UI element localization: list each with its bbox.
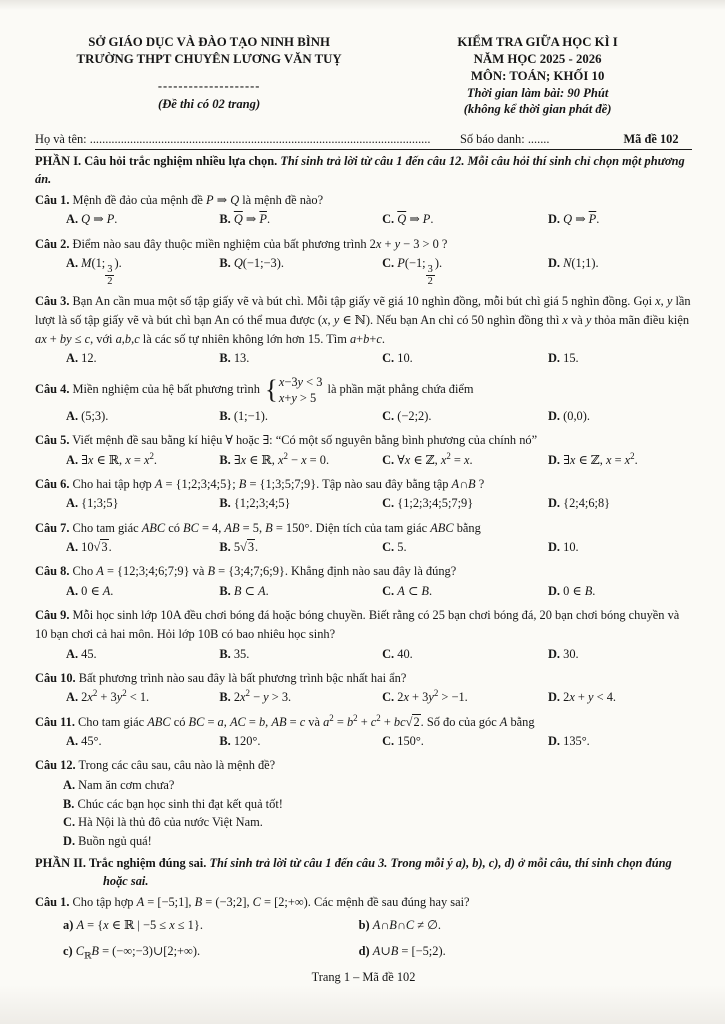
part1-q6-option-B: B. {1;2;3;4;5} [219,496,291,511]
part1-question-6-stem: Câu 6. Cho hai tập hợp A = {1;2;3;4;5}; B = {1;3;5;7;9}. Tập nào sau đây bằng tập A∩B ? [35,476,485,491]
part1-questions [35,191,692,851]
part2-questions [35,893,692,961]
part1-question-1-options [35,210,692,229]
part1-q5-option-C: C. ∀x ∈ ℤ, $x^2 = x$. [382,450,473,467]
part1-question-2-stem: Câu 2. Điểm nào sau đây thuộc miền nghiệm của bất phương trình 2x + y − 3 > 0 ? [35,236,448,251]
part1-q2-option-C: C. P(−1; $\frac{3}{2}$ ). [382,256,443,288]
sbd-dotted-line: ....... [527,131,550,146]
exam-title: KIỂM TRA GIỮA HỌC KÌ I [457,35,618,49]
part1-q12-option-A: A. Nam ăn cơm chưa? [63,778,175,792]
department-name: SỞ GIÁO DỤC VÀ ĐÀO TẠO NINH BÌNH [88,35,330,49]
part1-q3-option-B: B. 13. [219,351,250,366]
part1-q4-option-D: D. (0,0). [547,408,590,423]
part1-question-5-options [35,451,692,470]
part1-question-12-stem: Câu 12. Trong các câu sau, câu nào là mệnh đề? [35,758,276,773]
part1-q1-option-A: A. Q ⇒ P. [66,212,118,227]
part1-question-11-options [35,732,692,751]
part1-q11-option-B: B. 120°. [219,734,261,749]
part1-q4-option-C: C. (−2;2). [382,408,432,423]
exam-header [35,34,692,118]
part1-heading [35,153,692,189]
part1-q9-option-C: C. 40. [382,646,413,661]
part2-title: PHẦN II. Trắc nghiệm đúng sai. [35,856,207,871]
part1-q8-option-A: A. 0 ∈ A. [66,584,114,599]
part2-q1-item-b: b) A∩B∩C ≠ ∅. [358,918,441,933]
part1-question-8 [35,562,692,601]
part2-q1-item-d: d) A∪B = [−5;2). [358,944,446,958]
candidate-name-line [35,132,460,147]
part1-q8-option-B: B. B ⊂ A. [219,584,269,599]
time-note: (không kể thời gian phát đề) [463,102,612,117]
part1-q9-option-A: A. 45. [66,646,97,661]
sbd-label: Số báo danh: [460,131,525,146]
page-footer: Trang 1 – Mã đề 102 [311,969,416,984]
part1-question-8-options [35,582,692,601]
part1-q7-option-A: A. 10√3. [66,540,112,555]
part1-q1-option-D: D. Q ⇒ $\overline{P}$. [547,212,600,227]
subject-grade: MÔN: TOÁN; KHỐI 10 [470,68,605,83]
part1-question-11 [35,713,692,752]
header-right-block [383,34,692,118]
part2-instruction: Thí sinh trả lời từ câu 1 đến câu 3. Trong mỗi ý a), b), c), d) ở mỗi câu, thí sinh chọn đúng hoặc sai. [103,856,672,889]
part1-q10-option-B: B. $2x^2 - y > 3$. [219,688,292,705]
part1-q7-option-B: B. 5√3. [219,540,259,555]
part1-question-6 [35,475,692,514]
part2-q1-item-a: a) A = {x ∈ ℝ | −5 ≤ x ≤ 1}. [63,918,203,933]
part1-question-12 [35,756,692,850]
candidate-number-line [460,132,610,147]
part1-q6-option-D: D. {2;4;6;8} [547,496,611,511]
part1-q4-option-A: A. (5;3). [66,408,109,423]
part1-q10-option-C: C. $2x + 3y^2 > -1$. [382,688,468,705]
header-left-block [35,34,383,118]
part2-heading [35,855,692,891]
part1-q8-option-D: D. 0 ∈ B. [547,584,596,599]
part1-question-4-options [35,407,692,426]
part1-question-10-options [35,688,692,707]
part1-question-12-options [35,776,692,850]
part1-q10-option-A: A. $2x^2 + 3y^2 < 1$. [66,688,150,705]
part1-question-3-options [35,349,692,368]
part1-question-7 [35,519,692,558]
part1-question-6-options [35,494,692,513]
part1-q7-option-C: C. 5. [382,540,407,555]
part1-q5-option-B: B. ∃x ∈ ℝ, $x^2 - x = 0$. [219,450,330,467]
time-limit: Thời gian làm bài: 90 Phút [466,85,609,100]
candidate-info-row [35,132,692,150]
part1-q11-option-A: A. 45°. [66,734,102,749]
name-label: Họ và tên: [35,131,87,146]
part1-q12-option-C: C. Hà Nội là thủ đô của nước Việt Nam. [63,815,263,830]
part2-question-1-items [35,917,692,961]
part1-q10-option-D: D. 2x + y < 4. [547,690,616,705]
part1-q9-option-B: B. 35. [219,646,250,661]
part1-question-1-stem: Câu 1. Mệnh đề đảo của mệnh đề P ⇒ Q là mệnh đề nào? [35,192,324,207]
part2-question-1 [35,893,692,961]
part1-question-9-options [35,645,692,664]
exam-code: Mã đề 102 [623,131,679,146]
part1-question-1 [35,191,692,230]
part1-question-7-options [35,538,692,557]
part2-question-1-stem: Câu 1. Cho tập hợp A = [−5;1], B = (−3;2], C = [2;+∞). Các mệnh đề sau đúng hay sai? [35,895,470,910]
part1-question-2 [35,235,692,288]
part1-question-4 [35,374,692,426]
part1-question-8-stem: Câu 8. Cho A = {12;3;4;6;7;9} và B = {3;4;7;6;9}. Khẳng định nào sau đây là đúng? [35,564,457,579]
part1-q11-option-C: C. 150°. [382,734,424,749]
part1-question-5 [35,431,692,470]
school-name: TRƯỜNG THPT CHUYÊN LƯƠNG VĂN TUỴ [76,51,342,66]
name-dotted-line: .............................................................................................................. [89,131,431,146]
part1-q6-option-A: A. {1;3;5} [66,496,119,511]
part1-q3-option-C: C. 10. [382,351,413,366]
part1-q9-option-D: D. 30. [547,646,579,661]
part1-q6-option-C: C. {1;2;3;4;5;7;9} [382,496,474,511]
part1-title: PHẦN I. Câu hỏi trắc nghiệm nhiều lựa chọn. [35,153,278,168]
part1-q3-option-D: D. 15. [547,351,579,366]
part1-question-4-stem: Câu 4. Miền nghiệm của hệ bất phương trình { x−3y < 3 x+y > 5 là phần mặt phẳng chứa điểm [35,374,474,405]
part1-q1-option-B: B. $\overline{Q}$ ⇒ $\overline{P}$. [219,212,271,227]
part1-q12-option-B: B. Chúc các bạn học sinh thi đạt kết quả tốt! [63,796,283,811]
part1-q1-option-C: C. $\overline{Q}$ ⇒ P. [382,212,434,227]
part1-question-10 [35,669,692,708]
part1-q2-option-A: A. M(1; $\frac{3}{2}$ ). [66,256,122,288]
part1-question-3 [35,292,692,368]
part1-q2-option-D: D. N(1;1). [547,256,599,271]
part1-instruction: Thí sinh trả lời từ câu 1 đến câu 12. Mỗi câu hỏi thí sinh chỉ chọn một phương án. [35,153,685,186]
part1-q4-option-B: B. (1;−1). [219,408,269,423]
school-year: NĂM HỌC 2025 - 2026 [473,51,602,66]
part1-question-9 [35,606,692,663]
part1-q3-option-A: A. 12. [66,351,97,366]
part2-q1-item-c: c) $C_ℝB$ = (−∞;−3)∪[2;+∞). [63,944,201,961]
part1-q8-option-C: C. A ⊂ B. [382,584,433,599]
part1-question-7-stem: Câu 7. Cho tam giác ABC có BC = 4, AB = 5, B = 150°. Diện tích của tam giác ABC bằng [35,520,481,535]
part1-q5-option-A: A. ∃x ∈ ℝ, $x = x^2$. [66,450,157,467]
part1-q12-option-D: D. Buồn ngủ quá! [63,833,152,848]
part1-question-3-stem: Câu 3. Bạn An cần mua một số tập giấy vẽ và bút chì. Mỗi tập giấy vẽ giá 10 nghìn đồng, mỗi bút chì giá 5 nghìn đồng. Gọi x, y lần lượt là số tập giấy vẽ và bút chì bạn An có thể mua được (x, y ∈ ℕ). Nếu bạn An chỉ có 50 nghìn đồng thì x và y thỏa mãn điều kiện ax + by ≤ c, với a,b,c là các số tự nhiên không lớn hơn 15. Tìm a+b+c. [35,294,691,346]
part1-question-10-stem: Câu 10. Bất phương trình nào sau đây là bất phương trình bậc nhất hai ẩn? [35,670,407,685]
part1-q11-option-D: D. 135°. [547,734,590,749]
part1-question-11-stem: Câu 11. Cho tam giác ABC có BC = a, AC = b, AB = c và $a^2 = b^2 + c^2 + bc√2$. Số đo của góc A bằng [35,712,535,729]
part1-question-9-stem: Câu 9. Mỗi học sinh lớp 10A đều chơi bóng đá hoặc bóng chuyền. Biết rằng có 25 bạn chơi bóng đá, 20 bạn chơi bóng chuyền và 10 bạn chơi cả hai môn. Hỏi lớp 10B có bao nhiêu học sinh? [35,608,680,641]
pages-note: (Đề thi có 02 trang) [158,96,261,111]
part1-question-2-options [35,254,692,287]
part1-q2-option-B: B. Q(−1;−3). [219,256,284,271]
part1-q7-option-D: D. 10. [547,540,579,555]
part1-question-5-stem: Câu 5. Viết mệnh đề sau bằng kí hiệu ∀ hoặc ∃: “Có một số nguyên bằng bình phương của chính nó” [35,432,538,447]
part1-q5-option-D: D. ∃x ∈ ℤ, $x = x^2$. [547,450,638,467]
header-divider: -------------------- [157,78,261,93]
